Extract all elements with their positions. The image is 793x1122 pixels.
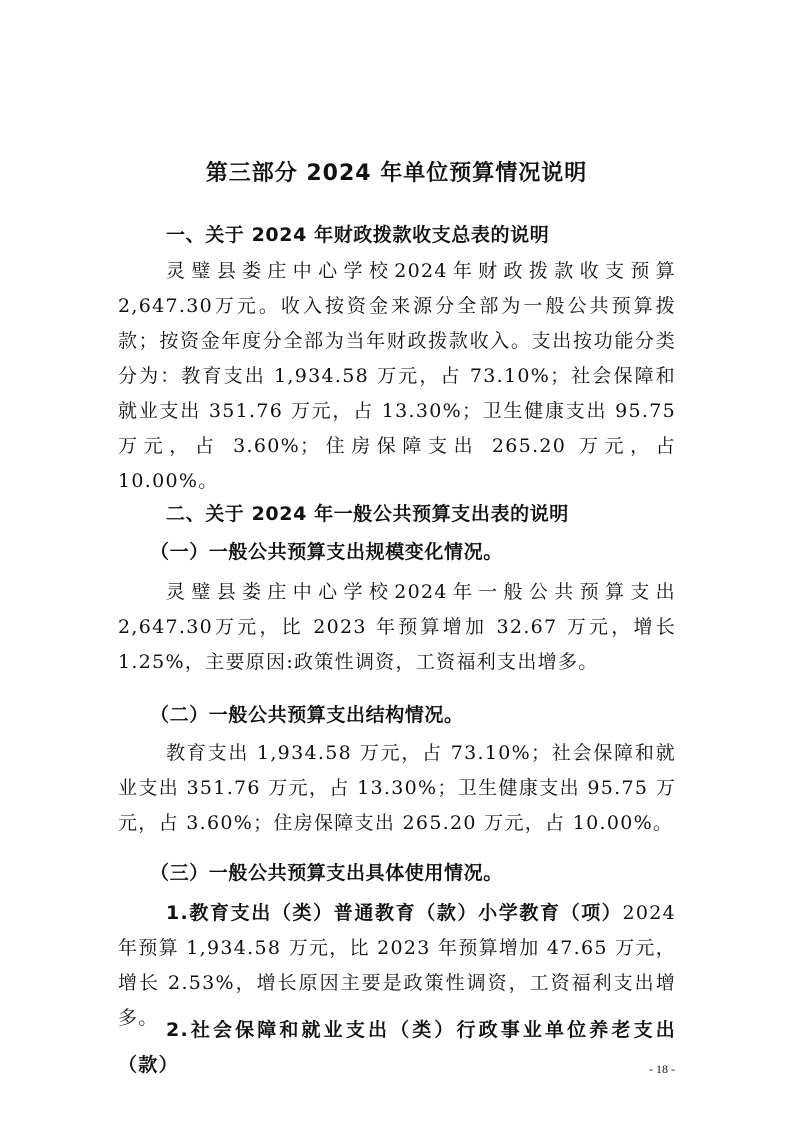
subsection-2-paragraph: 教育支出 1,934.58 万元，占 73.10%；社会保障和就业支出 351.76 万元，占 13.30%；卫生健康支出 95.75 万元，占 3.60%；住房保障支出 265.20 万元，占 10.00%。: [118, 742, 676, 834]
item-1-lead: 1.教育支出（类）普通教育（款）小学教育（项）: [166, 902, 623, 924]
item-2-lead: 2.社会保障和就业支出（类）行政事业单位养老支出（款）: [118, 1019, 676, 1076]
page-number: - 18 -: [649, 1062, 675, 1076]
subsection-heading-1: （一）一般公共预算支出规模变化情况。: [150, 541, 503, 563]
section-1-paragraph: 灵璧县娄庄中心学校2024年财政拨款收支预算2,647.30万元。收入按资金来源分全部为一般公共预算拨款；按资金年度分全部为当年财政拨款收入。支出按功能分类分为：教育支出 1,934.58 万元，占 73.10%；社会保障和就业支出 351.76 万元，占 13.30%；卫生健康支出 95.75 万元，占 3.60%；住房保障支出 265.20 万元，占 10.00%。: [118, 260, 676, 492]
section-heading-1: 一、关于 2024 年财政拨款收支总表的说明: [166, 224, 550, 246]
subsection-heading-3: （三）一般公共预算支出具体使用情况。: [150, 862, 503, 884]
page-title: 第三部分 2024 年单位预算情况说明: [205, 161, 588, 186]
section-heading-2: 二、关于 2024 年一般公共预算支出表的说明: [166, 503, 569, 525]
item-1-text: 2024年预算 1,934.58 万元，比 2023 年预算增加 47.65 万元，增长 2.53%，增长原因主要是政策性调资，工资福利支出增多。: [118, 902, 676, 1029]
item-2-paragraph: [118, 1013, 676, 1083]
subsection-1-paragraph: 灵璧县娄庄中心学校2024年一般公共预算支出2,647.30万元，比 2023 年预算增加 32.67 万元，增长 1.25%，主要原因:政策性调资，工资福利支出增多。: [118, 581, 676, 673]
subsection-heading-2: （二）一般公共预算支出结构情况。: [150, 704, 464, 726]
